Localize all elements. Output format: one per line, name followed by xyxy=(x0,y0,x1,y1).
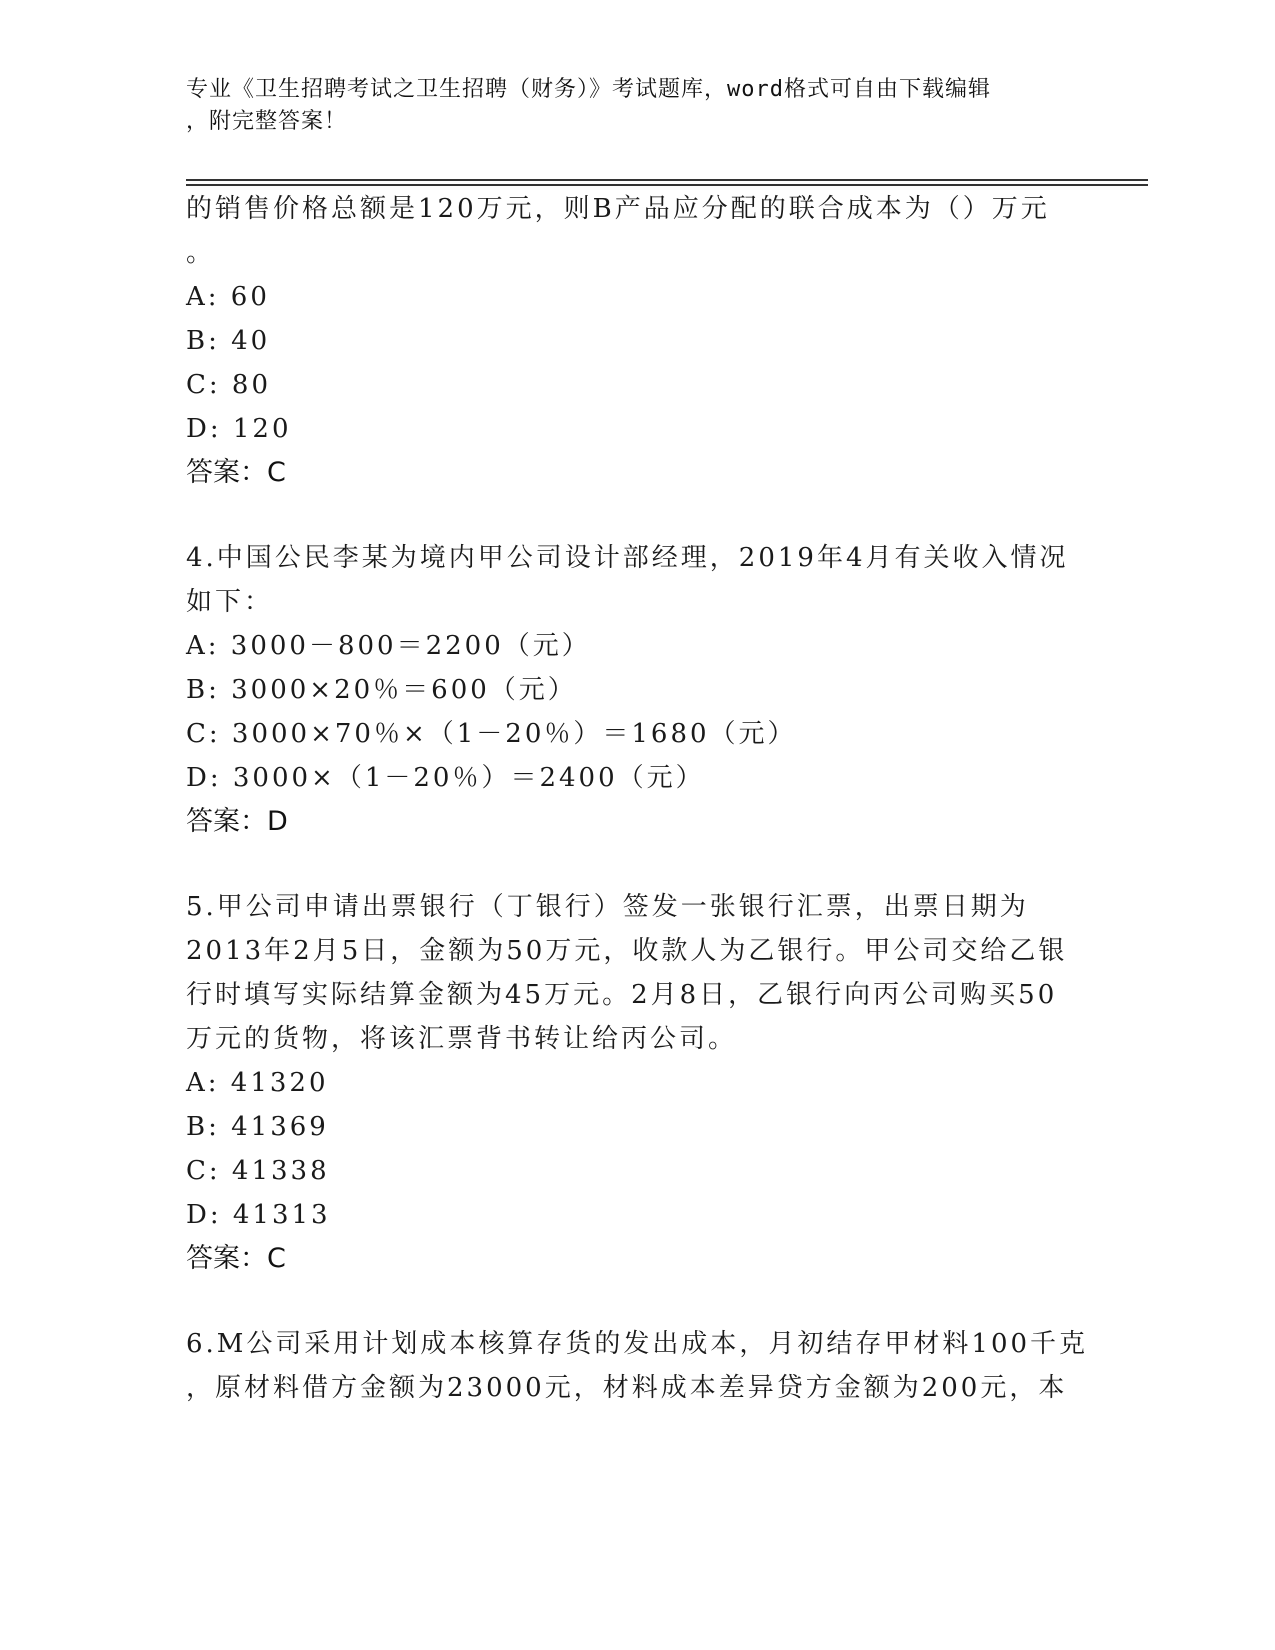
q4-answer: 答案：D xyxy=(186,806,288,837)
q3-option-d: D: 120 xyxy=(186,414,292,444)
q3-answer: 答案：C xyxy=(186,457,286,488)
q3-option-b: B: 40 xyxy=(186,326,271,356)
q5-answer: 答案：C xyxy=(186,1243,286,1274)
q4-option-b: B: 3000×20％＝600（元） xyxy=(186,675,577,705)
q4-option-d: D: 3000×（1－20％）＝2400（元） xyxy=(186,763,705,793)
q3-stem-line-2: 。 xyxy=(186,238,216,268)
q5-stem-line-4: 万元的货物，将该汇票背书转让给丙公司。 xyxy=(186,1024,738,1054)
q5-option-a: A: 41320 xyxy=(186,1068,329,1098)
header-line-1: 专业《卫生招聘考试之卫生招聘（财务）》考试题库，word格式可自由下载编辑 xyxy=(186,77,991,102)
header-divider-bottom xyxy=(186,184,1148,186)
header-line-2: ，附完整答案！ xyxy=(186,109,348,134)
q6-stem-line-1: 6.M公司采用计划成本核算存货的发出成本，月初结存甲材料100千克 xyxy=(186,1329,1089,1359)
q4-option-a: A: 3000－800＝2200（元） xyxy=(186,631,591,661)
header-divider-top xyxy=(186,179,1148,181)
q4-option-c: C: 3000×70％×（1－20％）＝1680（元） xyxy=(186,719,797,749)
q5-option-b: B: 41369 xyxy=(186,1112,329,1142)
q6-stem-line-2: ，原材料借方金额为23000元，材料成本差异贷方金额为200元，本 xyxy=(186,1373,1068,1403)
q3-stem-line-1: 的销售价格总额是120万元，则B产品应分配的联合成本为（）万元 xyxy=(186,194,1050,224)
q4-stem-line-1: 4.中国公民李某为境内甲公司设计部经理，2019年4月有关收入情况 xyxy=(186,543,1069,573)
q5-option-d: D: 41313 xyxy=(186,1200,331,1230)
document-header xyxy=(186,74,1086,138)
q5-stem-line-3: 行时填写实际结算金额为45万元。2月8日，乙银行向丙公司购买50 xyxy=(186,980,1058,1010)
q5-stem-line-2: 2013年2月5日，金额为50万元，收款人为乙银行。甲公司交给乙银 xyxy=(186,936,1068,966)
q4-stem-line-2: 如下： xyxy=(186,587,274,617)
q5-option-c: C: 41338 xyxy=(186,1156,330,1186)
q3-option-c: C: 80 xyxy=(186,370,272,400)
q5-stem-line-1: 5.甲公司申请出票银行（丁银行）签发一张银行汇票，出票日期为 xyxy=(186,892,1029,922)
q3-option-a: A: 60 xyxy=(186,282,270,312)
